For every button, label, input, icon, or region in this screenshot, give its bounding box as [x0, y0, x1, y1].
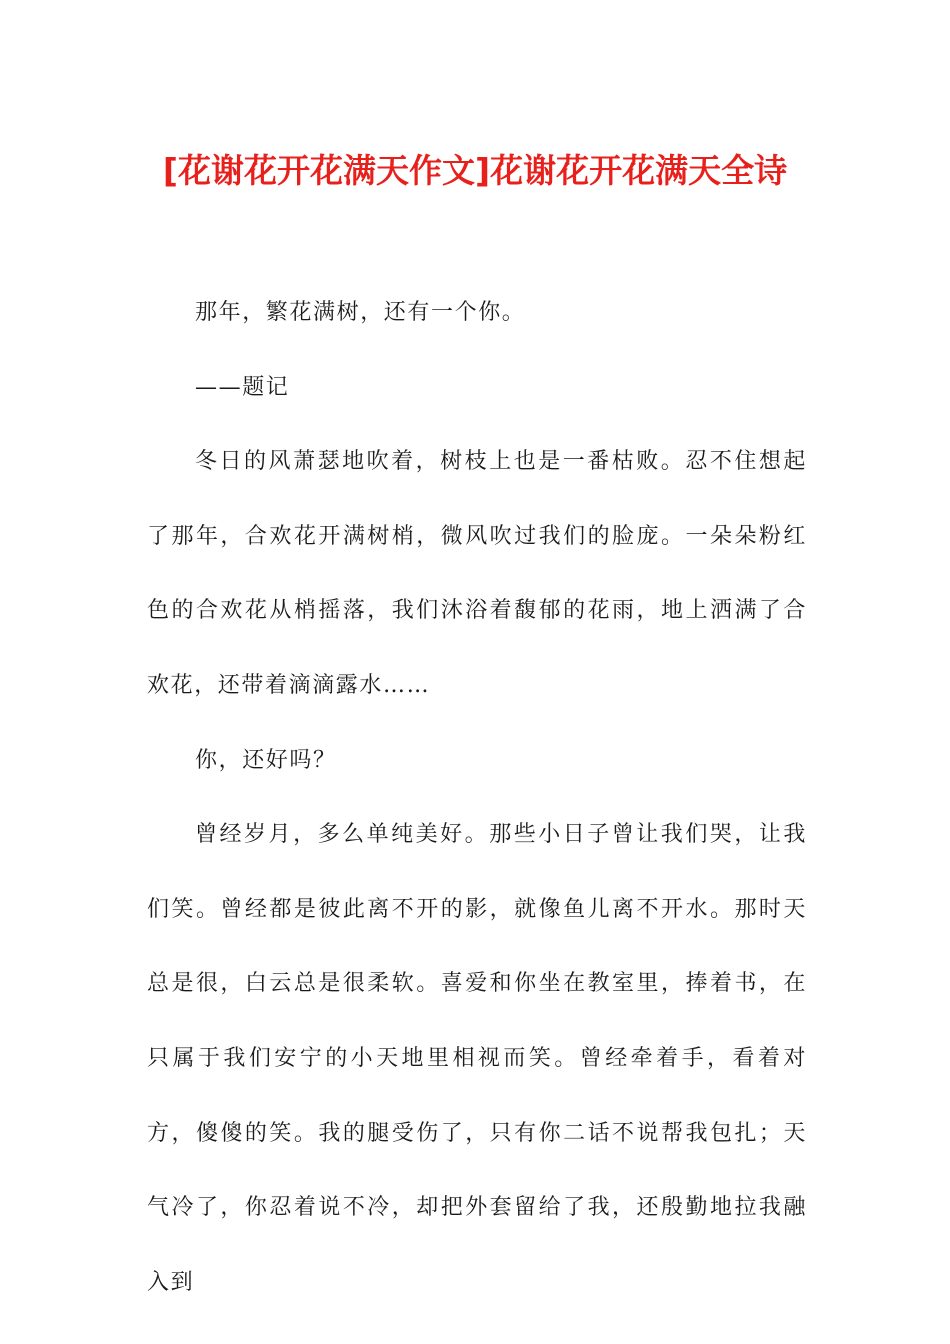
paragraph-greeting: 你，还好吗？	[195, 747, 337, 773]
document-title: [花谢花开花满天作文]花谢花开花满天全诗	[162, 151, 788, 190]
paragraph-past-days: 曾经岁月，多么单纯美好。那些小日子曾让我们哭，让我们笑。曾经都是彼此离不开的影，就像鱼儿离不开水。那时天总是很，白云总是很柔软。喜爱和你坐在教室里，捧着书，在只属于我们安宁的小天地里相视而笑。曾经牵着手，看着对方，傻傻的笑。我的腿受伤了，只有你二话不说帮我包扎；天气冷了，你忍着说不冷，却把外套留给了我，还殷勤地拉我融入到	[147, 822, 807, 1295]
paragraph-epigraph: 那年，繁花满树，还有一个你。	[195, 300, 526, 325]
document-body	[147, 276, 807, 1320]
paragraph-epigraph-attribution: ——题记	[195, 374, 290, 400]
paragraph-winter-memory: 冬日的风萧瑟地吹着，树枝上也是一番枯败。忍不住想起了那年，合欢花开满树梢，微风吹过我们的脸庞。一朵朵粉红色的合欢花从梢摇落，我们沐浴着馥郁的花雨，地上洒满了合欢花，还带着滴滴露水……	[147, 449, 807, 698]
